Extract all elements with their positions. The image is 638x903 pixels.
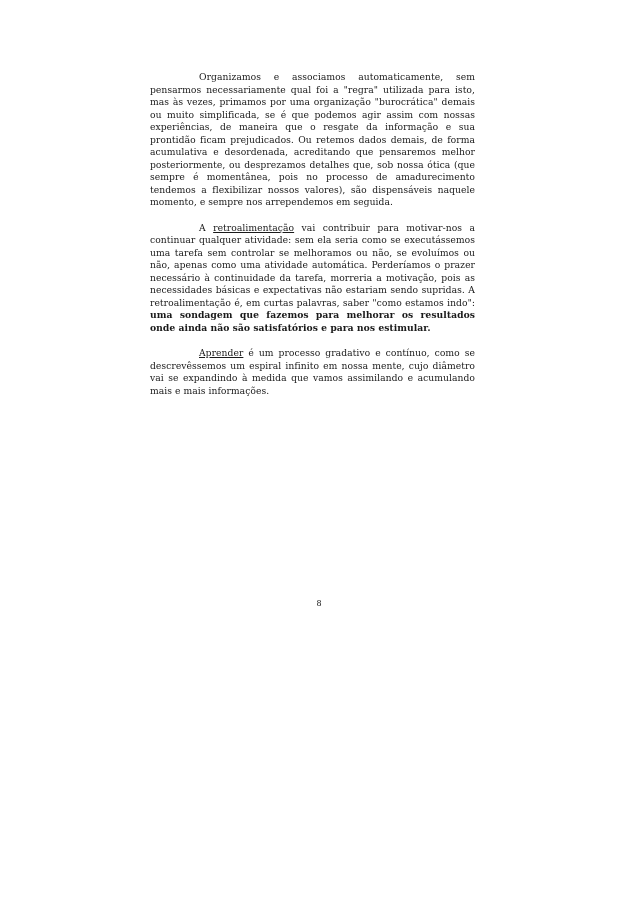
term-retroalimentacao: retroalimentação <box>213 222 295 234</box>
paragraph-text: Organizamos e associamos automaticamente, sem pensarmos necessariamente qual foi a "regra" utilizada para isto, mas às vezes, primamos por uma organização "burocrática" demais ou muito simplificada, se é que podemos agir assim com nossas experiências, de maneira que o resgate da informação e sua prontidão ficam prejudicados. Ou retemos dados demais, de forma acumulativa e desordenada, acreditando que pensaremos melhor posteriormente, ou desprezamos detalhes que, sob nossa ótica (que sempre é momentânea, pois no processo de amadurecimento tendemos a flexibilizar nossos valores), são dispensáveis naquele momento, e sempre nos arrependemos em seguida. <box>150 72 475 208</box>
paragraph-organization <box>150 72 475 210</box>
bold-emphasis: uma sondagem que fazemos para melhorar os resultados onde ainda não são satisfatórios e para nos estimular. <box>150 310 475 334</box>
paragraph-text: vai contribuir para motivar-nos a continuar qualquer atividade: sem ela seria como se executássemos uma tarefa sem controlar se melhoramos ou não, se evoluímos ou não, apenas como uma atividade automática. Perderíamos o prazer necessário à continuidade da tarefa, morreria a motivação, pois as necessidades básicas e expectativas não estariam sendo supridas. A retroalimentação é, em curtas palavras, saber "como estamos indo": <box>150 222 476 309</box>
paragraph-learning <box>150 348 475 398</box>
body-text <box>150 72 475 411</box>
page-number: 8 <box>316 599 322 608</box>
paragraph-feedback <box>150 223 475 336</box>
term-aprender: Aprender <box>199 348 244 359</box>
paragraph-lead: A <box>199 222 214 234</box>
paragraph-text: é um processo gradativo e contínuo, como se descrevêssemos um espiral infinito em nossa mente, cujo diâmetro vai se expandindo à medida que vamos assimilando e acumulando mais e mais informações. <box>150 348 475 397</box>
